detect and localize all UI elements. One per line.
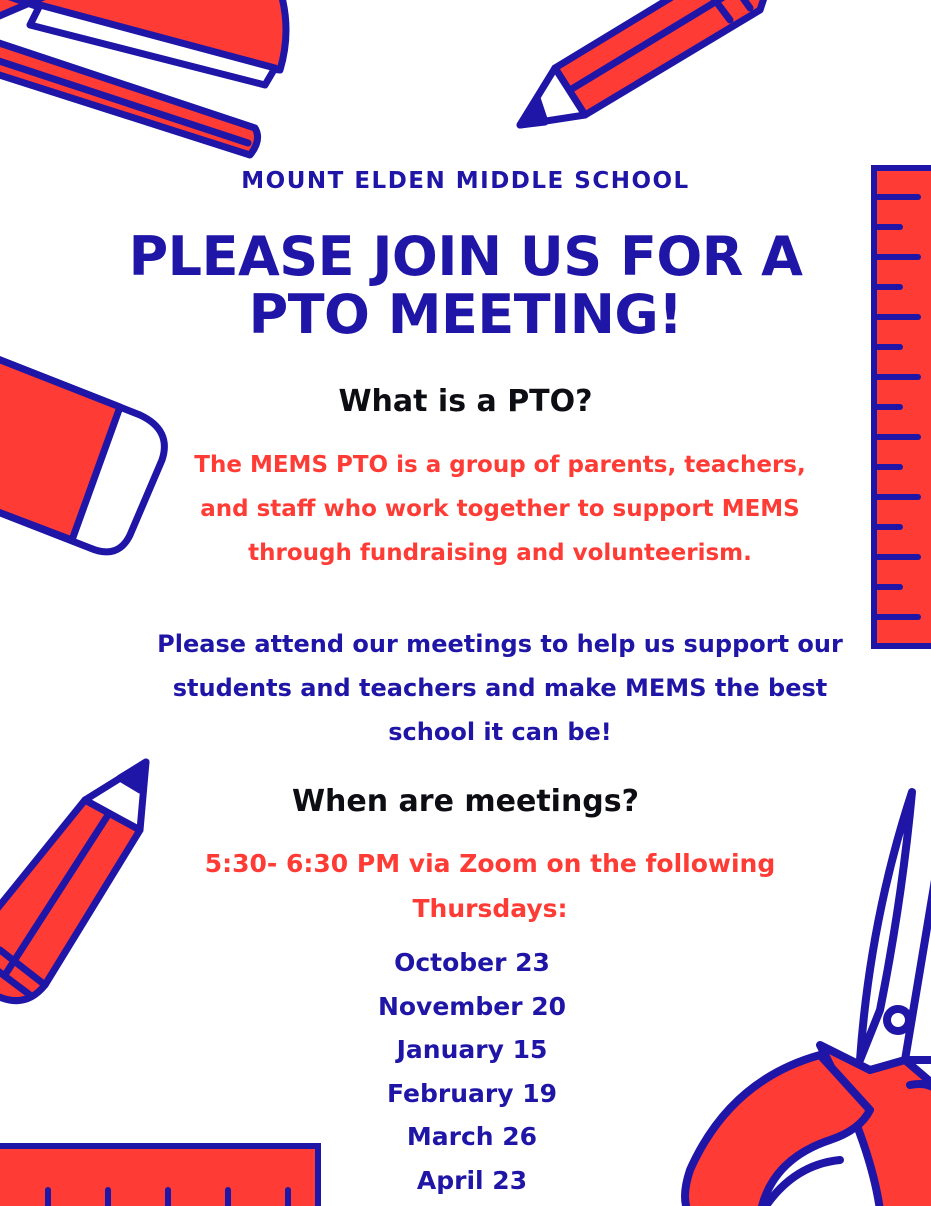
headline-line-2: PTO MEETING! — [248, 283, 683, 346]
meeting-date: March 26 — [406, 1122, 538, 1152]
meeting-time-info: 5:30- 6:30 PM via Zoom on the following Thursdays: — [204, 849, 776, 923]
what-is-pto-heading: What is a PTO? — [338, 384, 593, 419]
attend-message: Please attend our meetings to help us support our students and teachers and make MEMS the best school it can be! — [157, 630, 843, 746]
headline — [0, 225, 931, 346]
meeting-date: February 19 — [386, 1078, 558, 1108]
meeting-date: April 23 — [416, 1165, 528, 1195]
meeting-date: January 15 — [396, 1035, 548, 1065]
pto-description: The MEMS PTO is a group of parents, teachers, and staff who work together to support MEMS through fundraising and volunteerism. — [194, 452, 806, 566]
meeting-dates-list — [330, 941, 614, 1203]
headline-line-1: PLEASE JOIN US FOR A — [128, 225, 803, 288]
when-meetings-heading: When are meetings? — [291, 784, 640, 819]
school-name: MOUNT ELDEN MIDDLE SCHOOL — [241, 168, 690, 194]
meeting-date: November 20 — [377, 991, 567, 1021]
meeting-date: October 23 — [394, 948, 550, 977]
